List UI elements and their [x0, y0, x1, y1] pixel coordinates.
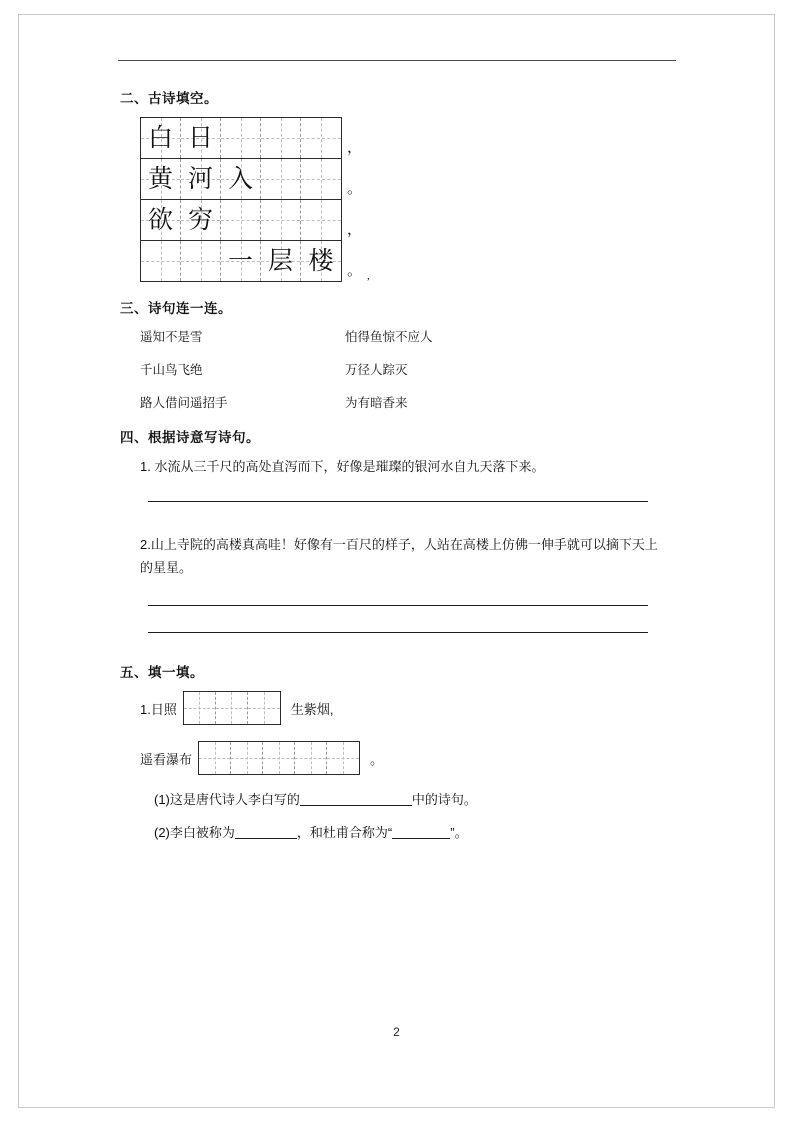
- section-5-question-2: [154, 822, 676, 841]
- fill-row-1-label: 1.日照: [140, 701, 177, 717]
- tianzige-cell[interactable]: [301, 118, 341, 158]
- row-punctuation: 。: [347, 263, 363, 279]
- tianzige-cell[interactable]: [263, 742, 295, 774]
- fill-row-2-after: 。: [370, 751, 384, 767]
- tianzige-cell[interactable]: [248, 692, 280, 724]
- cell-char: 层: [267, 247, 293, 275]
- tianzige-cell[interactable]: [141, 200, 181, 240]
- tianzige-cell[interactable]: [181, 241, 221, 281]
- tianzige-cell[interactable]: [261, 118, 301, 158]
- tianzige-cell[interactable]: [221, 241, 261, 281]
- tianzige-cell[interactable]: [261, 159, 301, 199]
- question-2-suffix: ”。: [450, 825, 468, 841]
- match-row: [140, 393, 676, 411]
- question-1-blank[interactable]: [300, 792, 412, 806]
- fill-row-1: [140, 691, 676, 725]
- match-right-item[interactable]: 怕得鱼惊不应人: [345, 330, 433, 344]
- row-extra-punctuation: ,: [367, 270, 370, 282]
- tianzige-cell[interactable]: [261, 200, 301, 240]
- fill-row-2: [140, 741, 676, 775]
- tianzige-cell[interactable]: [261, 241, 301, 281]
- poem-row: [140, 199, 676, 241]
- match-right-item[interactable]: 万径人踪灭: [345, 363, 408, 377]
- poem-fill-grids: [140, 117, 676, 282]
- page-number: 2: [393, 1025, 400, 1039]
- cell-char: 白: [147, 124, 173, 152]
- fill-row-2-label: 遥看瀑布: [140, 751, 193, 767]
- tianzige-grid: [140, 158, 342, 200]
- poem-row: [140, 117, 676, 159]
- header-rule: [118, 60, 676, 61]
- tianzige-cell[interactable]: [141, 159, 181, 199]
- tianzige-cell[interactable]: [221, 200, 261, 240]
- match-left-item[interactable]: 路人借问遥招手: [140, 396, 228, 410]
- tianzige-cell[interactable]: [181, 118, 221, 158]
- match-left-item[interactable]: 千山鸟飞绝: [140, 363, 203, 377]
- cell-char: 黄: [147, 165, 173, 193]
- tianzige-cell[interactable]: [181, 200, 221, 240]
- match-row: [140, 360, 676, 378]
- cell-char: 欲: [147, 206, 173, 234]
- tianzige-cell[interactable]: [295, 742, 327, 774]
- tianzige-cell[interactable]: [221, 118, 261, 158]
- poem-row: [140, 240, 676, 282]
- cell-char: 河: [187, 165, 213, 193]
- section-2-title: 二、古诗填空。: [120, 91, 218, 106]
- page-content: [118, 60, 676, 841]
- cell-char: 穷: [187, 206, 213, 234]
- tianzige-cell[interactable]: [301, 159, 341, 199]
- fill-grid-1: [183, 691, 281, 725]
- section-3-title: 三、诗句连一连。: [120, 301, 232, 316]
- section-4-title: 四、根据诗意写诗句。: [120, 430, 260, 445]
- tianzige-cell[interactable]: [216, 692, 248, 724]
- question-2-blank-1[interactable]: [235, 825, 297, 839]
- section-4-item-1: 1. 水流从三千尺的高处直泻而下，好像是璀璨的银河水自九天落下来。: [140, 459, 545, 474]
- tianzige-cell[interactable]: [327, 742, 359, 774]
- tianzige-cell[interactable]: [231, 742, 263, 774]
- section-4-item-2: 2.山上寺院的高楼真高哇！好像有一百尺的样子，人站在高楼上仿佛一伸手就可以摘下天上的星星。: [140, 536, 658, 575]
- row-punctuation: ，: [347, 222, 363, 238]
- question-1-suffix: 中的诗句。: [411, 792, 477, 808]
- section-5-question-1: [154, 789, 676, 808]
- answer-line[interactable]: [148, 632, 648, 633]
- cell-char: 一: [227, 247, 253, 275]
- question-2-blank-2[interactable]: [392, 825, 450, 839]
- match-left-item[interactable]: 遥知不是雪: [140, 330, 203, 344]
- poem-row: [140, 158, 676, 200]
- answer-line[interactable]: [148, 605, 648, 606]
- match-right-item[interactable]: 为有暗香来: [345, 396, 408, 410]
- tianzige-cell[interactable]: [141, 241, 181, 281]
- cell-char: 楼: [308, 247, 334, 275]
- row-punctuation: 。: [347, 181, 363, 197]
- cell-char: 日: [187, 124, 213, 152]
- row-punctuation: ，: [347, 140, 363, 156]
- tianzige-cell[interactable]: [221, 159, 261, 199]
- question-2-middle: ，和杜甫合称为“: [296, 825, 393, 841]
- tianzige-cell[interactable]: [181, 159, 221, 199]
- tianzige-cell[interactable]: [301, 200, 341, 240]
- question-2-prefix: (2)李白被称为: [154, 825, 235, 841]
- match-lines-block: [140, 327, 676, 411]
- tianzige-grid: [140, 199, 342, 241]
- question-1-prefix: (1)这是唐代诗人李白写的: [154, 792, 300, 808]
- tianzige-cell[interactable]: [199, 742, 231, 774]
- match-row: [140, 327, 676, 345]
- tianzige-grid: [140, 117, 342, 159]
- fill-row-1-after: 生紫烟,: [290, 701, 334, 717]
- tianzige-grid: [140, 240, 342, 282]
- cell-char: 入: [227, 165, 253, 193]
- tianzige-cell[interactable]: [141, 118, 181, 158]
- answer-line[interactable]: [148, 501, 648, 502]
- fill-grid-2: [198, 741, 360, 775]
- tianzige-cell[interactable]: [184, 692, 216, 724]
- section-5-title: 五、填一填。: [120, 665, 204, 681]
- tianzige-cell[interactable]: [301, 241, 341, 281]
